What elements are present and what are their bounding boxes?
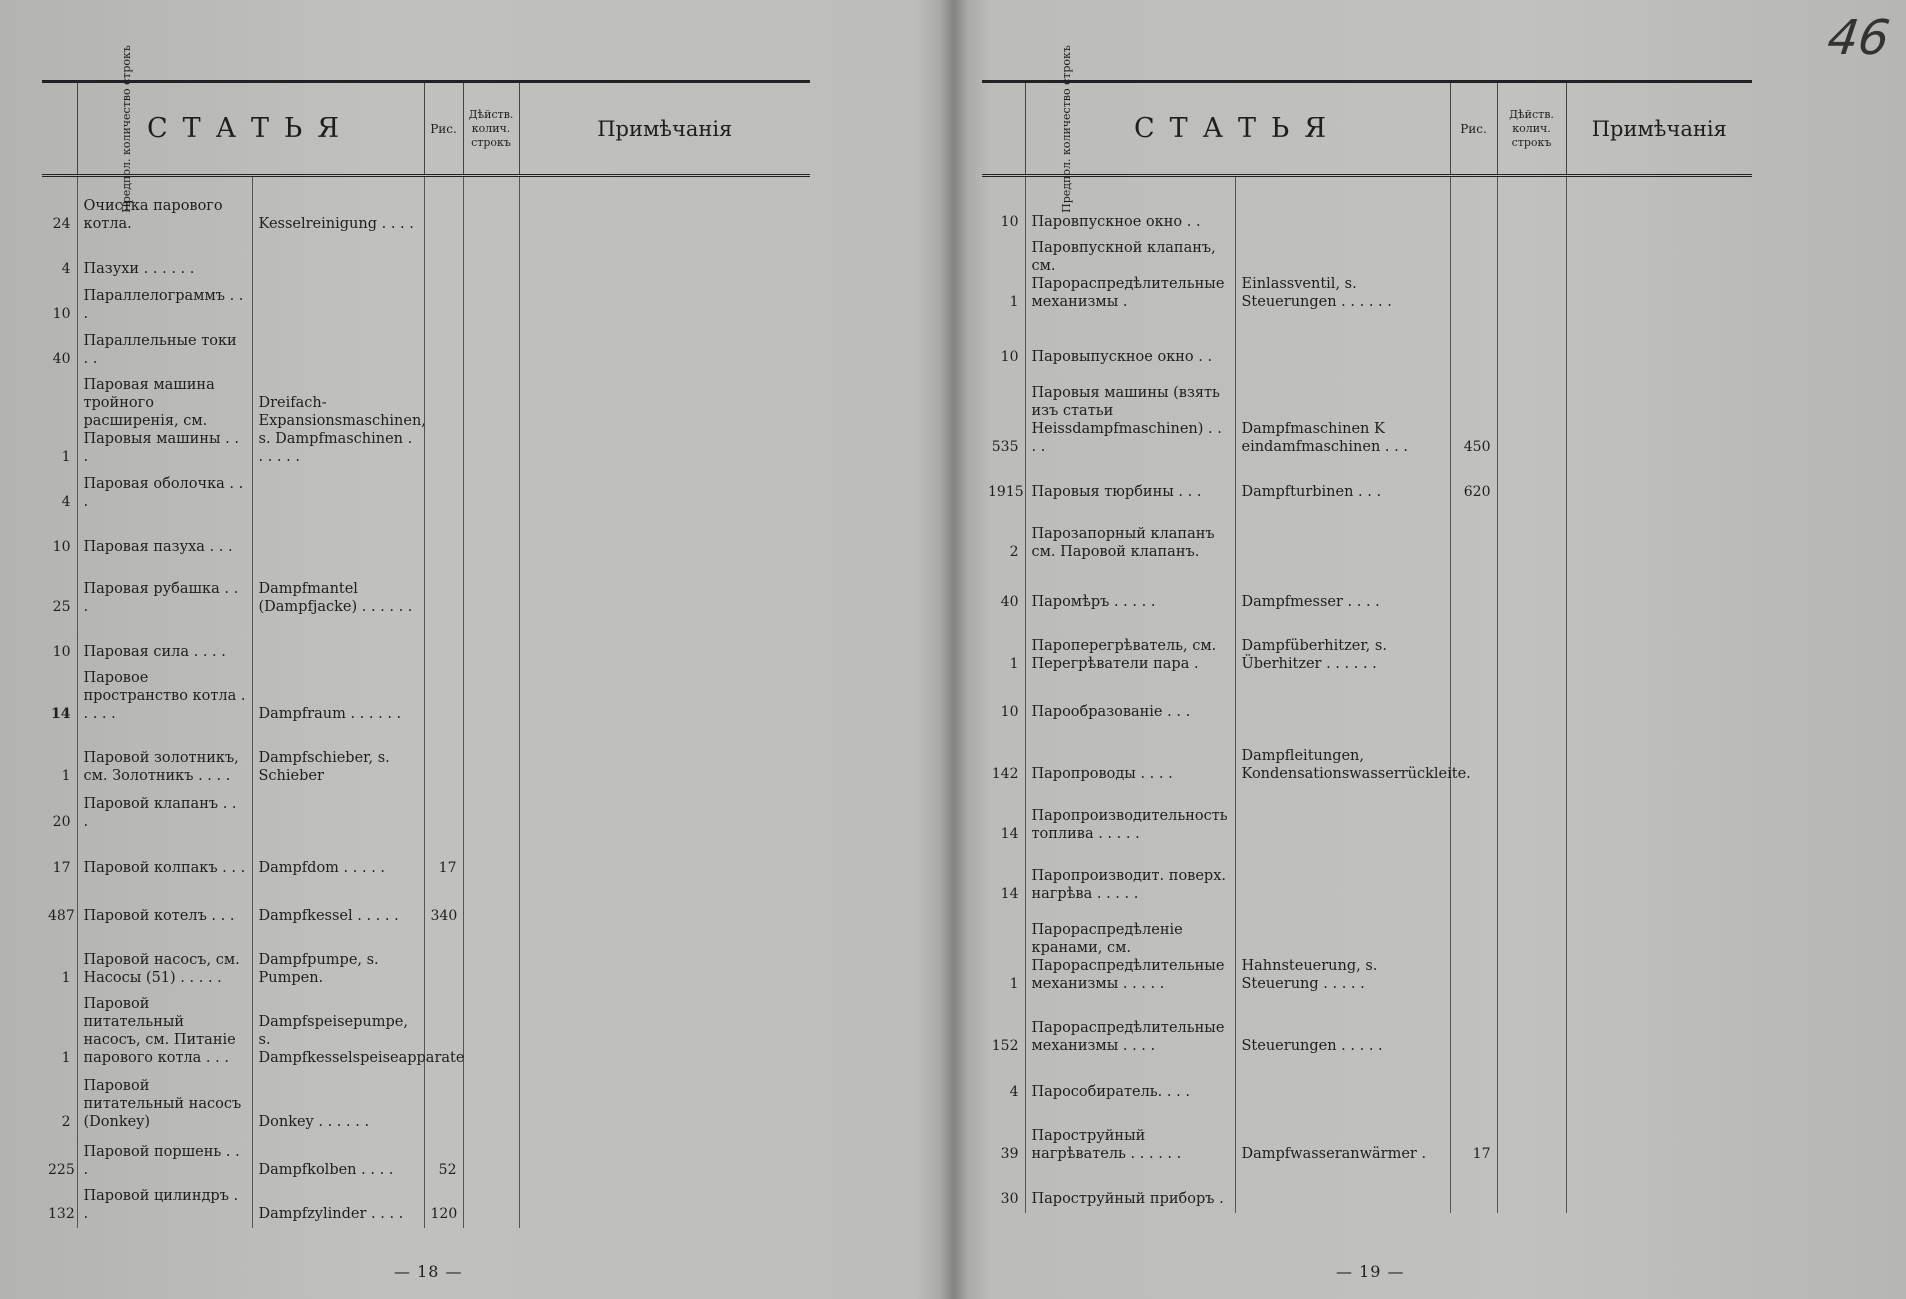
figure-number xyxy=(1450,678,1497,726)
left-header-article: СТАТЬЯ xyxy=(77,82,424,176)
ledger-row xyxy=(42,283,810,328)
term-german: Dampfspeisepumpe, s. Dampfkesselspeiseapparate xyxy=(252,992,424,1072)
notes xyxy=(1566,1168,1752,1213)
line-count: 10 xyxy=(42,283,77,328)
notes xyxy=(519,1136,810,1184)
actual-count xyxy=(1497,616,1566,678)
term-german xyxy=(1235,848,1450,908)
ledger-row xyxy=(42,373,810,471)
line-count: 40 xyxy=(42,328,77,373)
left-header-notes: Примѣчанія xyxy=(597,116,733,141)
right-header-article: СТАТЬЯ xyxy=(1025,82,1450,176)
term-german: Dampfkolben . . . . xyxy=(252,1136,424,1184)
term-russian: Паровпускной клапанъ, см. Парораспредѣлительные механизмы . xyxy=(1025,236,1235,316)
actual-count xyxy=(1497,726,1566,788)
actual-count xyxy=(463,882,519,930)
ledger-row xyxy=(982,1060,1752,1106)
ledger-row xyxy=(982,461,1752,506)
notes xyxy=(1566,371,1752,461)
term-russian: Парозапорный клапанъ см. Паровой клапанъ. xyxy=(1025,506,1235,566)
term-russian: Паровой колпакъ . . . xyxy=(77,836,252,882)
right-page xyxy=(982,44,1752,1213)
notes xyxy=(1566,236,1752,316)
line-count: 10 xyxy=(42,516,77,561)
ledger-row xyxy=(42,471,810,516)
line-count: 24 xyxy=(42,176,77,239)
actual-count xyxy=(463,373,519,471)
ledger-row xyxy=(982,371,1752,461)
line-count: 1 xyxy=(42,930,77,992)
term-german xyxy=(252,238,424,283)
line-count: 2 xyxy=(982,506,1025,566)
ledger-row xyxy=(982,848,1752,908)
ledger-row xyxy=(42,328,810,373)
figure-number xyxy=(1450,1168,1497,1213)
actual-count xyxy=(463,283,519,328)
actual-count xyxy=(463,621,519,666)
term-russian: Паровпускное окно . . xyxy=(1025,176,1235,236)
term-german xyxy=(1235,316,1450,371)
term-russian: Паровая пазуха . . . xyxy=(77,516,252,561)
term-german: Dampfschieber, s. Schieber xyxy=(252,728,424,790)
figure-number xyxy=(1450,998,1497,1060)
term-german xyxy=(1235,1168,1450,1213)
actual-count xyxy=(463,836,519,882)
term-german: Dampfmesser . . . . xyxy=(1235,566,1450,616)
line-count: 142 xyxy=(982,726,1025,788)
left-header-count: Предпол. количество строкъ xyxy=(42,82,77,176)
term-russian: Пароструйный нагрѣватель . . . . . . xyxy=(1025,1106,1235,1168)
figure-number xyxy=(1450,908,1497,998)
actual-count xyxy=(463,561,519,621)
left-page-number: — 18 — xyxy=(394,1262,463,1281)
notes xyxy=(1566,1106,1752,1168)
ledger-row xyxy=(982,998,1752,1060)
notes xyxy=(1566,726,1752,788)
actual-count xyxy=(463,516,519,561)
ledger-row xyxy=(42,728,810,790)
ledger-row xyxy=(42,238,810,283)
term-russian: Паровая сила . . . . xyxy=(77,621,252,666)
ledger-row xyxy=(42,1184,810,1228)
line-count: 535 xyxy=(982,371,1025,461)
figure-number xyxy=(424,561,463,621)
term-russian: Паровая оболочка . . . xyxy=(77,471,252,516)
term-russian: Параллельные токи . . xyxy=(77,328,252,373)
ledger-row xyxy=(982,678,1752,726)
actual-count xyxy=(463,992,519,1072)
term-russian: Паровой поршень . . . xyxy=(77,1136,252,1184)
line-count: 2 xyxy=(42,1072,77,1136)
term-russian: Парообразованіе . . . xyxy=(1025,678,1235,726)
line-count: 152 xyxy=(982,998,1025,1060)
figure-number xyxy=(424,176,463,239)
line-count: 132 xyxy=(42,1184,77,1228)
line-count: 39 xyxy=(982,1106,1025,1168)
figure-number xyxy=(1450,506,1497,566)
figure-number xyxy=(1450,566,1497,616)
term-russian: Пароперегрѣватель, см. Перегрѣватели пара . xyxy=(1025,616,1235,678)
term-german: Donkey . . . . . . xyxy=(252,1072,424,1136)
line-count: 1915 xyxy=(982,461,1025,506)
notes xyxy=(1566,461,1752,506)
notes xyxy=(519,1184,810,1228)
left-ledger-body xyxy=(42,176,810,1229)
notes xyxy=(519,621,810,666)
right-header-actual: Дѣйств. колич. строкъ xyxy=(1497,82,1566,176)
notes xyxy=(519,882,810,930)
term-russian: Параллелограммъ . . . xyxy=(77,283,252,328)
line-count: 40 xyxy=(982,566,1025,616)
right-header-row xyxy=(982,82,1752,176)
actual-count xyxy=(463,1136,519,1184)
line-count: 20 xyxy=(42,790,77,836)
term-german: Dampfleitungen, Kondensationswasserrückleite. xyxy=(1235,726,1450,788)
term-german: Dampfzylinder . . . . xyxy=(252,1184,424,1228)
line-count: 10 xyxy=(982,316,1025,371)
notes xyxy=(519,790,810,836)
notes xyxy=(1566,566,1752,616)
ledger-row xyxy=(42,621,810,666)
actual-count xyxy=(1497,506,1566,566)
term-german: Dampfwasseranwärmer . xyxy=(1235,1106,1450,1168)
actual-count xyxy=(1497,236,1566,316)
notes xyxy=(519,373,810,471)
actual-count xyxy=(463,728,519,790)
actual-count xyxy=(1497,566,1566,616)
actual-count xyxy=(1497,1168,1566,1213)
ledger-row xyxy=(42,1136,810,1184)
term-german xyxy=(1235,506,1450,566)
term-german xyxy=(252,790,424,836)
term-german: Dampfraum . . . . . . xyxy=(252,666,424,728)
line-count: 487 xyxy=(42,882,77,930)
ledger-row xyxy=(42,836,810,882)
term-russian: Паровой цилиндръ . . xyxy=(77,1184,252,1228)
term-german: Einlassventil, s. Steuerungen . . . . . . xyxy=(1235,236,1450,316)
actual-count xyxy=(463,1184,519,1228)
line-count: 1 xyxy=(982,616,1025,678)
figure-number xyxy=(1450,316,1497,371)
figure-number xyxy=(424,666,463,728)
term-german xyxy=(1235,678,1450,726)
figure-number xyxy=(424,283,463,328)
notes xyxy=(1566,848,1752,908)
ledger-row xyxy=(982,506,1752,566)
figure-number xyxy=(424,728,463,790)
term-russian: Паровая машина тройного расширенія, см. Паровыя машины . . . xyxy=(77,373,252,471)
line-count: 1 xyxy=(982,236,1025,316)
line-count: 25 xyxy=(42,561,77,621)
line-count: 4 xyxy=(982,1060,1025,1106)
ledger-row xyxy=(42,992,810,1072)
term-russian: Паропроизводит. поверх. нагрѣва . . . . . xyxy=(1025,848,1235,908)
ledger-row xyxy=(42,666,810,728)
actual-count xyxy=(1497,316,1566,371)
term-russian: Паровой питательный насосъ, см. Питаніе парового котла . . . xyxy=(77,992,252,1072)
line-count: 4 xyxy=(42,238,77,283)
ledger-row xyxy=(42,930,810,992)
actual-count xyxy=(1497,461,1566,506)
actual-count xyxy=(463,790,519,836)
term-german xyxy=(252,283,424,328)
term-german xyxy=(1235,1060,1450,1106)
figure-number xyxy=(424,790,463,836)
term-russian: Паровой золотникъ, см. Золотникъ . . . . xyxy=(77,728,252,790)
line-count: 1 xyxy=(42,728,77,790)
line-count: 10 xyxy=(982,678,1025,726)
notes xyxy=(519,328,810,373)
term-russian: Паровой клапанъ . . . xyxy=(77,790,252,836)
figure-number xyxy=(1450,236,1497,316)
ledger-row xyxy=(42,790,810,836)
figure-number: 120 xyxy=(424,1184,463,1228)
actual-count xyxy=(1497,998,1566,1060)
ledger-row xyxy=(982,316,1752,371)
line-count: 225 xyxy=(42,1136,77,1184)
figure-number xyxy=(424,328,463,373)
figure-number xyxy=(424,516,463,561)
term-russian: Паропроизводительность топлива . . . . . xyxy=(1025,788,1235,848)
ledger-row xyxy=(42,1072,810,1136)
ledger-row xyxy=(982,176,1752,236)
actual-count xyxy=(1497,1106,1566,1168)
term-russian: Паровой насосъ, см. Насосы (51) . . . . . xyxy=(77,930,252,992)
line-count: 10 xyxy=(982,176,1025,236)
line-count: 14 xyxy=(42,666,77,728)
term-german: Dampfüberhitzer, s. Überhitzer . . . . . . xyxy=(1235,616,1450,678)
figure-number xyxy=(424,1072,463,1136)
figure-number xyxy=(1450,848,1497,908)
notes xyxy=(1566,616,1752,678)
left-header-fig: Рис. xyxy=(424,82,463,176)
notes xyxy=(1566,316,1752,371)
actual-count xyxy=(463,1072,519,1136)
ledger-row xyxy=(982,1168,1752,1213)
term-russian: Паровыя машины (взять изъ статьи Heissdampfmaschinen) . . . . xyxy=(1025,371,1235,461)
notes xyxy=(519,283,810,328)
ledger-row xyxy=(982,236,1752,316)
term-german xyxy=(252,471,424,516)
notes xyxy=(1566,788,1752,848)
notes xyxy=(519,561,810,621)
figure-number xyxy=(424,930,463,992)
actual-count xyxy=(1497,908,1566,998)
ledger-row xyxy=(982,566,1752,616)
term-german: Dampfdom . . . . . xyxy=(252,836,424,882)
figure-number: 17 xyxy=(1450,1106,1497,1168)
right-ledger-body xyxy=(982,176,1752,1213)
line-count: 1 xyxy=(42,992,77,1072)
term-german: Dampfmaschinen K eindamfmaschinen . . . xyxy=(1235,371,1450,461)
figure-number xyxy=(424,373,463,471)
term-russian: Паровая рубашка . . . xyxy=(77,561,252,621)
notes xyxy=(1566,176,1752,236)
term-german xyxy=(252,516,424,561)
ledger-row xyxy=(42,176,810,239)
actual-count xyxy=(463,176,519,239)
term-german: Dampfkessel . . . . . xyxy=(252,882,424,930)
term-german: Dampfmantel (Dampfjacke) . . . . . . xyxy=(252,561,424,621)
figure-number xyxy=(424,238,463,283)
term-german xyxy=(252,621,424,666)
figure-number xyxy=(1450,176,1497,236)
term-german: Dampfpumpe, s. Pumpen. xyxy=(252,930,424,992)
right-ledger-table xyxy=(982,44,1752,1213)
term-german: Dreifach-Expansionsmaschinen, s. Dampfmaschinen . . . . . . xyxy=(252,373,424,471)
term-german xyxy=(1235,788,1450,848)
notes xyxy=(1566,1060,1752,1106)
term-russian: Парораспредѣлительные механизмы . . . . xyxy=(1025,998,1235,1060)
actual-count xyxy=(1497,371,1566,461)
term-russian: Паровыя тюрбины . . . xyxy=(1025,461,1235,506)
term-german xyxy=(252,328,424,373)
notes xyxy=(519,516,810,561)
line-count: 1 xyxy=(42,373,77,471)
line-count: 14 xyxy=(982,788,1025,848)
term-russian: Паровой питательный насосъ (Donkey) xyxy=(77,1072,252,1136)
right-page-number: — 19 — xyxy=(1336,1262,1405,1281)
actual-count xyxy=(463,238,519,283)
term-russian: Паропроводы . . . . xyxy=(1025,726,1235,788)
notes xyxy=(1566,678,1752,726)
left-ledger-table xyxy=(42,44,810,1228)
right-header-notes: Примѣчанія xyxy=(1591,116,1727,141)
ledger-row xyxy=(42,561,810,621)
term-russian: Паровое пространство котла . . . . . xyxy=(77,666,252,728)
pencil-page-number: 46 xyxy=(1824,10,1894,66)
line-count: 4 xyxy=(42,471,77,516)
ledger-row xyxy=(982,1106,1752,1168)
figure-number: 620 xyxy=(1450,461,1497,506)
ledger-row xyxy=(982,788,1752,848)
notes xyxy=(519,238,810,283)
line-count: 30 xyxy=(982,1168,1025,1213)
ledger-row xyxy=(42,882,810,930)
actual-count xyxy=(1497,678,1566,726)
figure-number: 17 xyxy=(424,836,463,882)
notes xyxy=(519,471,810,516)
term-russian: Парособиратель. . . . xyxy=(1025,1060,1235,1106)
actual-count xyxy=(1497,176,1566,236)
book-gutter xyxy=(940,0,968,1299)
notes xyxy=(519,930,810,992)
notes xyxy=(519,666,810,728)
right-header-fig: Рис. xyxy=(1450,82,1497,176)
term-german: Dampfturbinen . . . xyxy=(1235,461,1450,506)
actual-count xyxy=(463,328,519,373)
line-count: 1 xyxy=(982,908,1025,998)
figure-number: 52 xyxy=(424,1136,463,1184)
term-russian: Пароструйный приборъ . xyxy=(1025,1168,1235,1213)
actual-count xyxy=(463,471,519,516)
term-german xyxy=(1235,176,1450,236)
notes xyxy=(1566,998,1752,1060)
ledger-row xyxy=(42,516,810,561)
line-count: 10 xyxy=(42,621,77,666)
ledger-row xyxy=(982,726,1752,788)
actual-count xyxy=(463,930,519,992)
term-russian: Паровой котелъ . . . xyxy=(77,882,252,930)
notes xyxy=(519,728,810,790)
actual-count xyxy=(1497,848,1566,908)
notes xyxy=(519,836,810,882)
figure-number xyxy=(424,621,463,666)
actual-count xyxy=(463,666,519,728)
notes xyxy=(519,1072,810,1136)
figure-number xyxy=(1450,1060,1497,1106)
ledger-row xyxy=(982,616,1752,678)
actual-count xyxy=(1497,788,1566,848)
figure-number xyxy=(424,471,463,516)
term-german: Steuerungen . . . . . xyxy=(1235,998,1450,1060)
term-russian: Очистка парового котла. xyxy=(77,176,252,239)
term-russian: Парораспредѣленіе кранами, см. Парораспредѣлительные механизмы . . . . . xyxy=(1025,908,1235,998)
notes xyxy=(1566,908,1752,998)
ledger-row xyxy=(982,908,1752,998)
notes xyxy=(519,992,810,1072)
term-russian: Пазухи . . . . . . xyxy=(77,238,252,283)
right-header-count: Предпол. количество строкъ xyxy=(982,82,1025,176)
figure-number xyxy=(1450,788,1497,848)
term-russian: Паромѣръ . . . . . xyxy=(1025,566,1235,616)
notes xyxy=(519,176,810,239)
figure-number: 340 xyxy=(424,882,463,930)
line-count: 14 xyxy=(982,848,1025,908)
notes xyxy=(1566,506,1752,566)
figure-number: 450 xyxy=(1450,371,1497,461)
line-count: 17 xyxy=(42,836,77,882)
left-header-row xyxy=(42,82,810,176)
actual-count xyxy=(1497,1060,1566,1106)
term-german: Hahnsteuerung, s. Steuerung . . . . . xyxy=(1235,908,1450,998)
term-russian: Паровыпускное окно . . xyxy=(1025,316,1235,371)
figure-number xyxy=(1450,616,1497,678)
term-german: Kesselreinigung . . . . xyxy=(252,176,424,239)
left-page xyxy=(42,44,810,1228)
left-header-actual: Дѣйств. колич. строкъ xyxy=(463,82,519,176)
